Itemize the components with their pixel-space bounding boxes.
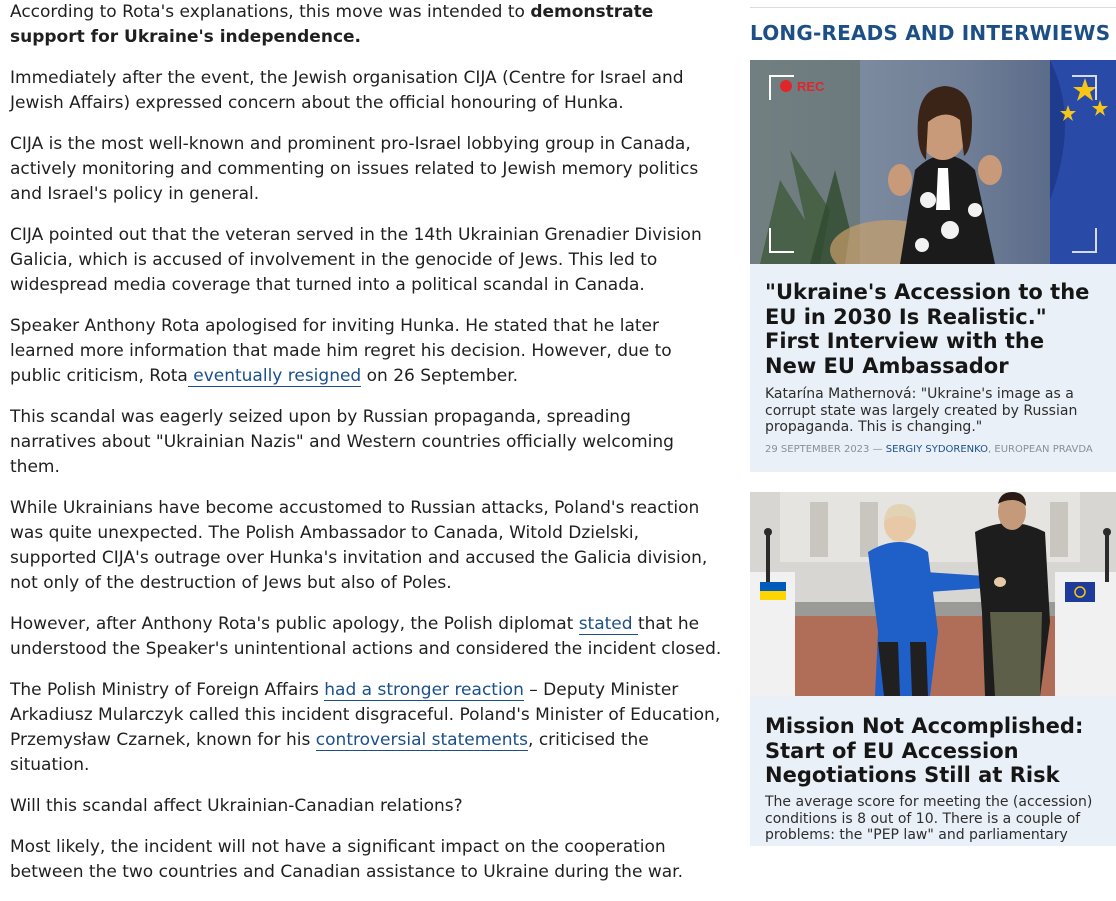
article-text: However, after Anthony Rota's public apology, the Polish diplomat (10, 614, 579, 634)
sidebar-divider (750, 7, 1116, 8)
article-text: – Deputy Minister Arkadiusz Mularczyk called this incident disgraceful. Poland's Minister of Education, Przemysław Czarnek, known for his (10, 680, 721, 750)
article-paragraph: Immediately after the event, the Jewish organisation CIJA (Centre for Israel and Jewish Affairs) expressed concern about the official honouring of Hunka. (10, 68, 684, 113)
sidebar (750, 0, 1116, 846)
article-text: The Polish Ministry of Foreign Affairs (10, 680, 325, 700)
longread-title-2[interactable]: Mission Not Accomplished: Start of EU Accession Negotiations Still at Risk (765, 714, 1084, 787)
article-text: on 26 September. (361, 366, 519, 386)
article-paragraph: Most likely, the incident will not have a significant impact on the cooperation between the two countries and Canadian assistance to Ukraine during the war. (10, 837, 683, 882)
eventually-resigned-link[interactable]: eventually resigned (187, 366, 362, 386)
article-paragraph (10, 612, 722, 662)
rec-label: REC (797, 79, 825, 94)
article-paragraph: CIJA pointed out that the veteran served in the 14th Ukrainian Grenadier Division Galicia, which is accused of involvement in the genocide of Jews. This led to widespread media coverage that turned into a political scandal in Canada. (10, 225, 702, 295)
interview-photo[interactable] (750, 60, 1116, 264)
author-link[interactable]: SERGIY SYDORENKO (885, 444, 989, 455)
longread-meta-1 (765, 444, 1106, 456)
article-paragraph (10, 678, 722, 778)
sidebar-heading: LONG-READS AND INTERWIEWS (750, 21, 1111, 45)
stated-link[interactable]: stated (578, 614, 638, 634)
leaders-photo-graphic (750, 492, 1116, 696)
source-name: , EUROPEAN PRAVDA (988, 444, 1093, 455)
article-body (10, 0, 722, 901)
article-text: Speaker Anthony Rota apologised for inviting Hunka. He stated that he later learned more information that made him regret his decision. However, due to public criticism, Rota (10, 316, 672, 386)
controversial-statements-link[interactable]: controversial statements (315, 730, 529, 750)
article-paragraph: CIJA is the most well-known and prominent pro-Israel lobbying group in Canada, actively monitoring and commenting on issues related to Jewish memory politics and Israel's policy in general. (10, 134, 699, 204)
longread-card-2[interactable] (750, 492, 1116, 846)
article-paragraph (10, 314, 722, 389)
publish-date: 29 SEPTEMBER 2023 — (765, 444, 886, 455)
article-text: According to Rota's explanations, this move was intended to (10, 2, 531, 22)
article-paragraph: While Ukrainians have become accustomed to Russian attacks, Poland's reaction was quite unexpected. The Polish Ambassador to Canada, Witold Dzielski, supported CIJA's outrage over Hunka's invitation and accused the Galicia division, not only of the destruction of Jews but also of Poles. (10, 498, 708, 593)
article-text: , criticised the situation. (10, 730, 649, 775)
stronger-reaction-link[interactable]: had a stronger reaction (324, 680, 524, 700)
longread-description-1: Katarína Mathernová: "Ukraine's image as a corrupt state was largely created by Russian propaganda. This is changing." (765, 386, 1078, 435)
longread-title-1[interactable]: "Ukraine's Accession to the EU in 2030 Is Realistic." First Interview with the New EU Ambassador (765, 280, 1090, 378)
article-paragraph: Will this scandal affect Ukrainian-Canadian relations? (10, 796, 463, 816)
interview-photo-graphic (750, 60, 1116, 264)
article-paragraph: This scandal was eagerly seized upon by Russian propaganda, spreading narratives about "Ukrainian Nazis" and Western countries officially welcoming them. (10, 407, 674, 477)
longread-card-1[interactable] (750, 60, 1116, 472)
record-icon (780, 80, 792, 92)
article-paragraph (10, 0, 722, 50)
leaders-photo[interactable] (750, 492, 1116, 696)
longread-description-2: The average score for meeting the (accession) conditions is 8 out of 10. There is a couple of problems: the "PEP law" and parliamentary (765, 794, 1093, 843)
article-text: that he understood the Speaker's unintentional actions and considered the incident closed. (10, 614, 722, 659)
article-bold-text: demonstrate support for Ukraine's independence. (10, 2, 654, 47)
